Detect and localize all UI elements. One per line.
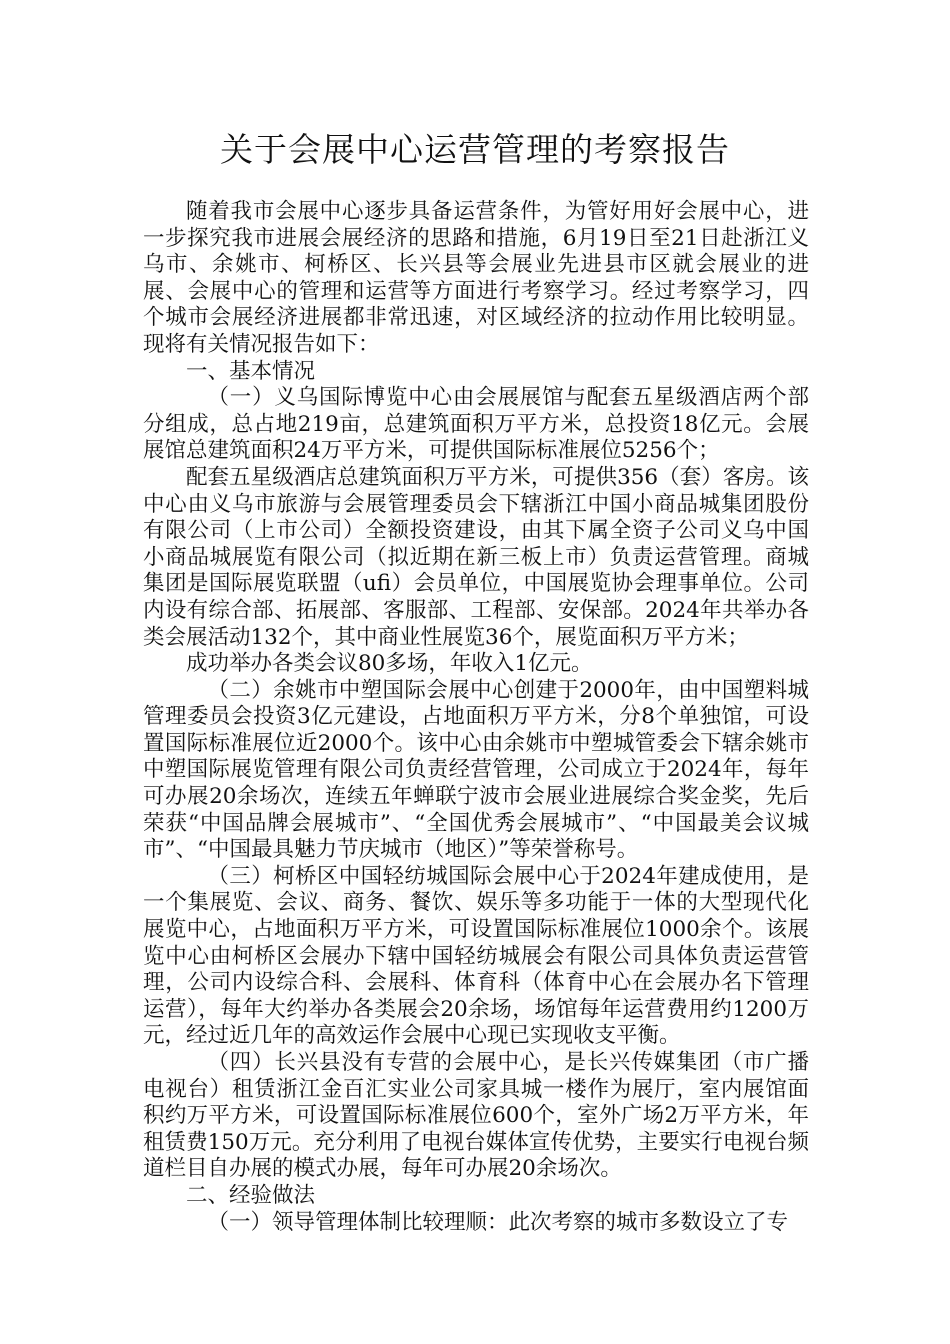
paragraph-yiwu-hotel: 配套五星级酒店总建筑面积万平方米，可提供356（套）客房。该中心由义乌市旅游与会展管理委员会下辖浙江中国小商品城集团股份有限公司（上市公司）全额投资建设，由其下属全资子公司义乌中国小商品城展览有限公司（拟近期在新三板上市）负责运营管理。商城集团是国际展览联盟（ufi）会员单位，中国展览协会理事单位。公司内设有综合部、拓展部、客服部、工程部、安保部。2024年共举办各类会展活动132个，其中商业性展览36个，展览面积万平方米；	[143, 464, 809, 650]
paragraph-yuyao: （二）余姚市中塑国际会展中心创建于2000年，由中国塑料城管理委员会投资3亿元建设，占地面积万平方米，分8个单独馆，可设置国际标准展位近2000个。该中心由余姚市中塑城管委会下辖余姚市中塑国际展览管理有限公司负责经营管理，公司成立于2024年，每年可办展20余场次，连续五年蝉联宁波市会展业进展综合奖金奖，先后荣获“中国品牌会展城市”、“全国优秀会展城市”、“中国最美会议城市”、“中国最具魅力节庆城市（地区）”等荣誉称号。	[143, 677, 809, 863]
paragraph-management-system: （一）领导管理体制比较理顺：此次考察的城市多数设立了专	[207, 1209, 789, 1235]
paragraph-yiwu: （一）义乌国际博览中心由会展展馆与配套五星级酒店两个部分组成，总占地219亩，总建筑面积万平方米，总投资18亿元。会展展馆总建筑面积24万平方米，可提供国际标准展位5256个；	[143, 385, 809, 464]
document-title: 关于会展中心运营管理的考察报告	[220, 130, 730, 169]
section-heading-experience: 二、经验做法	[186, 1182, 316, 1208]
paragraph-intro: 随着我市会展中心逐步具备运营条件，为管好用好会展中心，进一步探究我市进展会展经济的思路和措施，6月19日至21日赴浙江义乌市、余姚市、柯桥区、长兴县等会展业先进县市区就会展业的进展、会展中心的管理和运营等方面进行考察学习。经过考察学习，四个城市会展经济进展都非常迅速，对区域经济的拉动作用比较明显。现将有关情况报告如下：	[143, 199, 809, 357]
paragraph-keqiao: （三）柯桥区中国轻纺城国际会展中心于2024年建成使用，是一个集展览、会议、商务、餐饮、娱乐等多功能于一体的大型现代化展览中心，占地面积万平方米，可设置国际标准展位1000余个。该展览中心由柯桥区会展办下辖中国轻纺城展会有限公司具体负责运营管理，公司内设综合科、会展科、体育科（体育中心在会展办名下管理运营），每年大约举办各类展会20余场，场馆每年运营费用约1200万元，经过近几年的高效运作会展中心现已实现收支平衡。	[143, 863, 809, 1049]
paragraph-changxing: （四）长兴县没有专营的会展中心，是长兴传媒集团（市广播电视台）租赁浙江金百汇实业公司家具城一楼作为展厅，室内展馆面积约万平方米，可设置国际标准展位600个，室外广场2万平方米，年租赁费150万元。充分利用了电视台媒体宣传优势，主要实行电视台频道栏目自办展的模式办展，每年可办展20余场次。	[143, 1050, 810, 1182]
document-body	[143, 199, 809, 1236]
section-heading-basic-situation: 一、基本情况	[186, 358, 316, 384]
paragraph-yiwu-meetings: 成功举办各类会议80多场，年收入1亿元。	[186, 651, 593, 677]
